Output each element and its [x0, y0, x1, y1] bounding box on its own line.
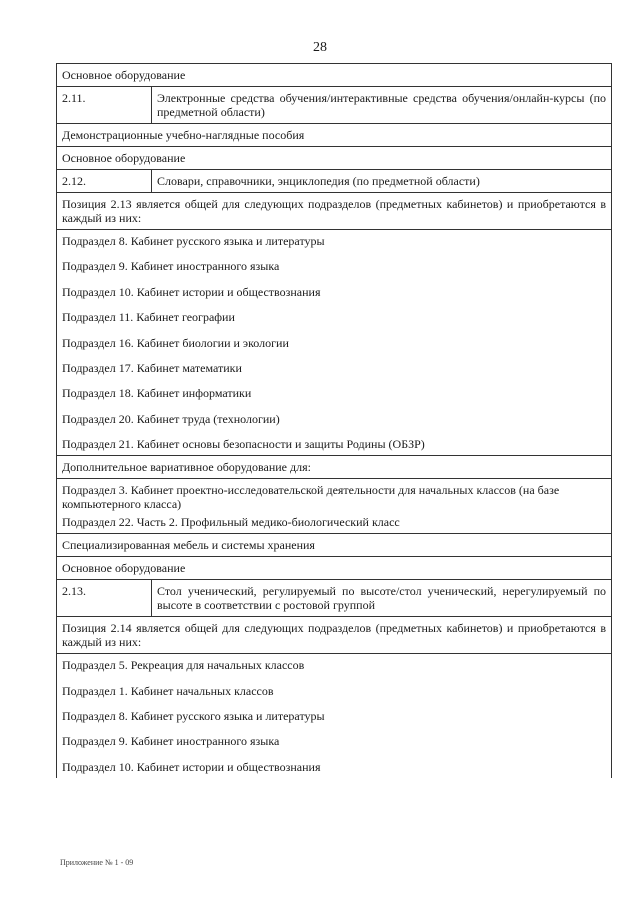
table-row [57, 64, 612, 87]
list-item: Подраздел 9. Кабинет иностранного языка [62, 734, 280, 749]
list-item: Подраздел 11. Кабинет географии [62, 310, 235, 325]
list-item: Подраздел 17. Кабинет математики [62, 360, 242, 375]
item-number: 2.13. [57, 580, 152, 617]
table-row [57, 654, 612, 778]
list-item: Подраздел 21. Кабинет основы безопасности и защиты Родины (ОБЗР) [62, 437, 425, 452]
table-row [57, 193, 612, 230]
list-item: Подраздел 10. Кабинет истории и обществознания [62, 284, 321, 299]
table-row [57, 456, 612, 479]
page-number: 28 [313, 40, 327, 55]
section-heading: Дополнительное вариативное оборудование для: [57, 456, 612, 479]
list-item: Подраздел 10. Кабинет истории и обществознания [62, 759, 321, 774]
list-item: Подраздел 1. Кабинет начальных классов [62, 683, 274, 698]
item-number: 2.11. [57, 87, 152, 124]
section-heading: Основное оборудование [57, 64, 612, 87]
list-item: Подраздел 9. Кабинет иностранного языка [62, 259, 280, 274]
table-row [57, 124, 612, 147]
list-item: Подраздел 8. Кабинет русского языка и литературы [62, 234, 325, 248]
table-row [57, 230, 612, 456]
table-row [57, 170, 612, 193]
table-row [57, 557, 612, 580]
table-row [57, 147, 612, 170]
section-heading: Демонстрационные учебно-наглядные пособия [57, 124, 612, 147]
table-row [57, 479, 612, 534]
position-note: Позиция 2.14 является общей для следующих подразделов (предметных кабинетов) и приобретаются в каждый из них: [57, 617, 612, 654]
subsection-list [57, 230, 612, 456]
section-heading: Основное оборудование [57, 557, 612, 580]
item-number: 2.12. [57, 170, 152, 193]
page-footer: Приложение № 1 - 09 [60, 858, 134, 867]
table-row [57, 87, 612, 124]
list-item: Подраздел 3. Кабинет проектно-исследовательской деятельности для начальных классов (на базе компьютерного класса) [62, 483, 560, 512]
table-row [57, 580, 612, 617]
position-note: Позиция 2.13 является общей для следующих подразделов (предметных кабинетов) и приобретаются в каждый из них: [57, 193, 612, 230]
item-description: Словари, справочники, энциклопедия (по предметной области) [152, 170, 612, 193]
section-heading: Специализированная мебель и системы хранения [57, 534, 612, 557]
list-item: Подраздел 22. Часть 2. Профильный медико-биологический класс [62, 515, 400, 530]
list-item: Подраздел 5. Рекреация для начальных классов [62, 658, 305, 673]
list-item: Подраздел 16. Кабинет биологии и экологии [62, 335, 289, 350]
subsection-list [57, 479, 612, 534]
section-heading: Основное оборудование [57, 147, 612, 170]
equipment-table [56, 63, 612, 778]
subsection-list [57, 654, 612, 778]
table-row [57, 534, 612, 557]
table-row [57, 617, 612, 654]
list-item: Подраздел 18. Кабинет информатики [62, 386, 252, 401]
item-description: Электронные средства обучения/интерактивные средства обучения/онлайн-курсы (по предметной области) [152, 87, 612, 124]
item-description: Стол ученический, регулируемый по высоте/стол ученический, нерегулируемый по высоте в соответствии с ростовой группой [152, 580, 612, 617]
list-item: Подраздел 20. Кабинет труда (технологии) [62, 411, 280, 426]
list-item: Подраздел 8. Кабинет русского языка и литературы [62, 708, 325, 723]
